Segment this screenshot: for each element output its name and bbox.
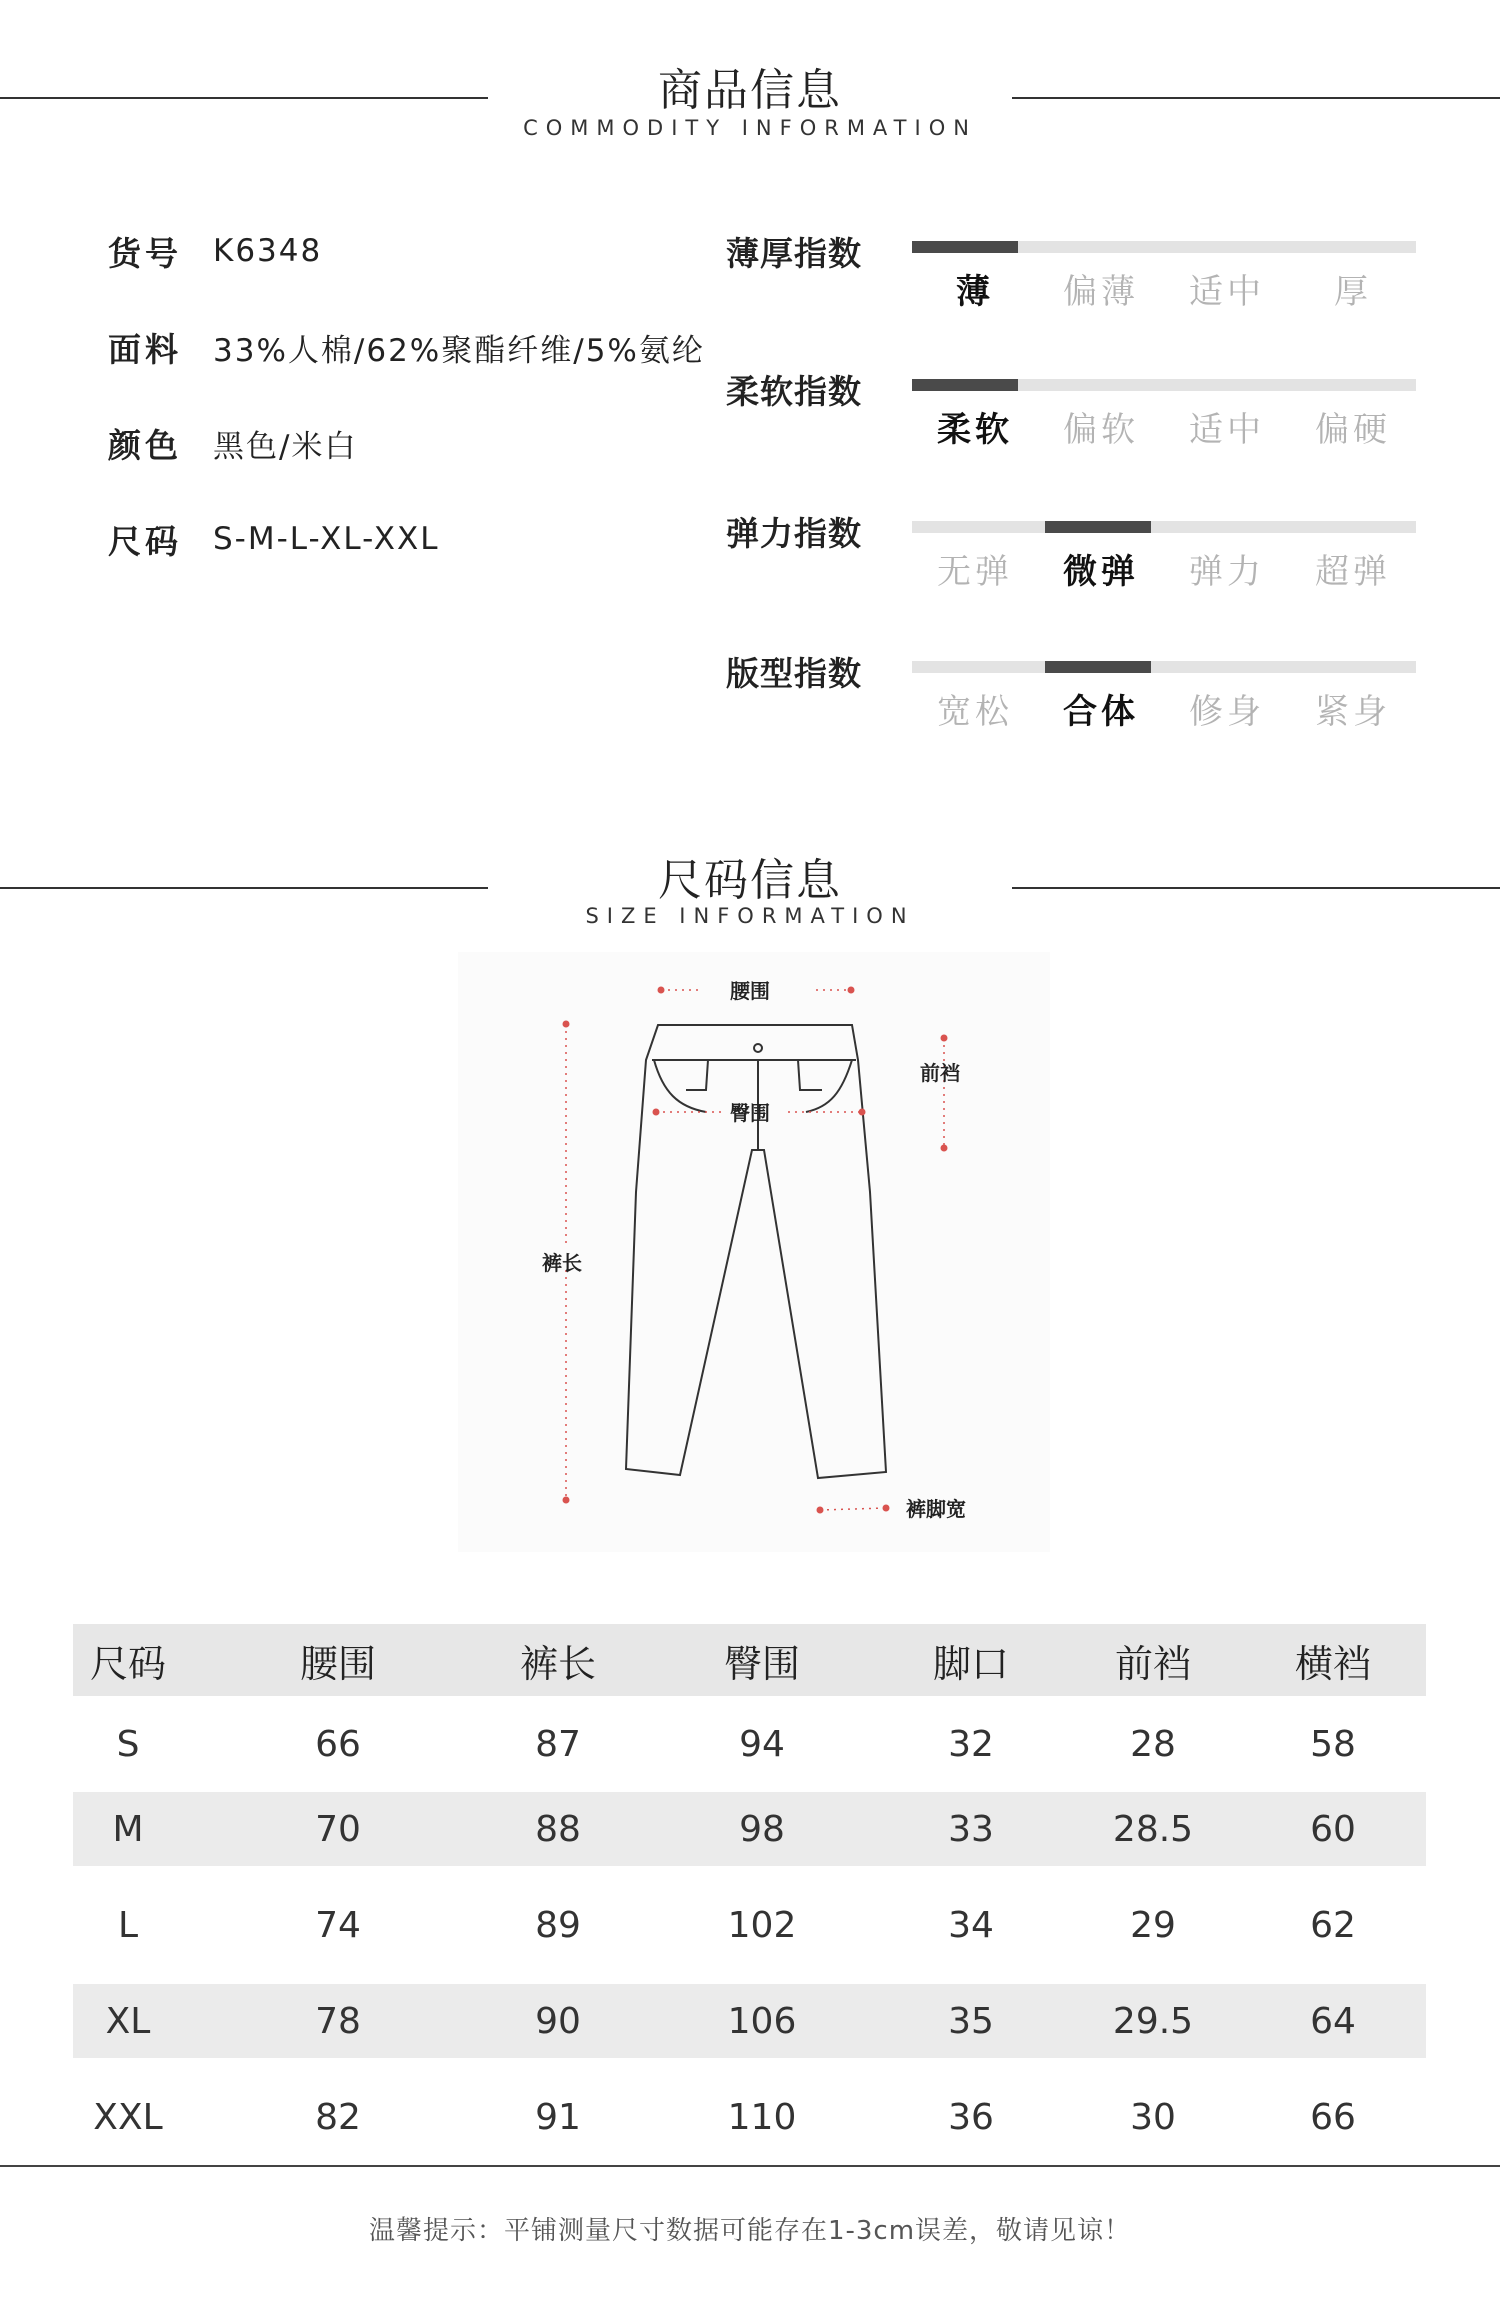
table-cell: 74 xyxy=(315,1904,361,1946)
front-rise-measure-line xyxy=(941,1035,948,1152)
size-table xyxy=(73,1624,1426,2154)
table-cell: 28.5 xyxy=(1112,1808,1194,1850)
table-cell: 88 xyxy=(535,1808,581,1850)
table-row xyxy=(73,1888,1426,1962)
index-options xyxy=(912,684,1416,734)
index-option: 无弹 xyxy=(937,552,1013,592)
index-indicator xyxy=(912,241,1018,253)
size-subtitle: SIZE INFORMATION xyxy=(585,904,915,928)
waist-label: 腰围 xyxy=(730,979,770,1003)
table-cell: XL xyxy=(105,2000,151,2042)
table-cell: 28 xyxy=(1130,1723,1176,1765)
spec-value: 33%人棉/62%聚酯纤维/5%氨纶 xyxy=(213,332,705,369)
index-track xyxy=(912,379,1416,391)
table-row xyxy=(73,1792,1426,1866)
table-cell: 70 xyxy=(315,1808,361,1850)
table-cell: 66 xyxy=(315,1723,361,1765)
index-option: 厚 xyxy=(1334,272,1372,312)
table-cell: 32 xyxy=(948,1723,994,1765)
index-option: 薄 xyxy=(956,272,994,312)
index-option: 偏薄 xyxy=(1063,272,1139,312)
table-cell: 36 xyxy=(948,2096,994,2138)
index-options xyxy=(912,544,1416,594)
table-bottom-rule xyxy=(0,2165,1500,2167)
index-option: 偏硬 xyxy=(1315,410,1391,450)
table-row xyxy=(73,1984,1426,2058)
size-section-header xyxy=(0,840,1500,950)
index-title: 薄厚指数 xyxy=(726,234,862,273)
spec-row-size xyxy=(108,514,440,564)
table-cell: 94 xyxy=(739,1723,785,1765)
softness-index xyxy=(726,366,1416,496)
table-cell: 29 xyxy=(1130,1904,1176,1946)
pants-measurement-diagram xyxy=(458,952,1050,1552)
index-option: 偏软 xyxy=(1063,410,1139,450)
table-cell: 87 xyxy=(535,1723,581,1765)
leg-opening-measure-line xyxy=(817,1505,890,1514)
index-track xyxy=(912,241,1416,253)
spec-row-item-number xyxy=(108,226,322,276)
table-cell: 60 xyxy=(1310,1808,1356,1850)
table-cell: 98 xyxy=(739,1808,785,1850)
index-track xyxy=(912,661,1416,673)
table-header-row xyxy=(73,1624,1426,1696)
index-title: 弹力指数 xyxy=(726,514,862,553)
pants-diagram-svg xyxy=(458,952,1050,1552)
table-cell: 64 xyxy=(1310,2000,1356,2042)
index-option: 紧身 xyxy=(1315,692,1391,732)
index-option: 修身 xyxy=(1189,692,1265,732)
table-cell: 66 xyxy=(1310,2096,1356,2138)
table-cell: 58 xyxy=(1310,1723,1356,1765)
table-header-cell: 前裆 xyxy=(1114,1641,1191,1686)
index-option: 适中 xyxy=(1189,410,1265,450)
measurement-note: 温馨提示：平铺测量尺寸数据可能存在1-3cm误差，敬请见谅！ xyxy=(368,2216,1132,2246)
table-cell: S xyxy=(116,1723,140,1765)
index-track xyxy=(912,521,1416,533)
table-cell: 29.5 xyxy=(1112,2000,1194,2042)
table-cell: 30 xyxy=(1130,2096,1176,2138)
fit-index xyxy=(726,648,1416,778)
index-title: 柔软指数 xyxy=(726,372,862,411)
table-cell: 102 xyxy=(727,1904,797,1946)
elasticity-index xyxy=(726,508,1416,638)
spec-label: 货号 xyxy=(108,233,182,273)
table-header-cell: 臀围 xyxy=(723,1641,800,1686)
commodity-subtitle: COMMODITY INFORMATION xyxy=(523,116,977,140)
table-cell: 82 xyxy=(315,2096,361,2138)
size-title: 尺码信息 xyxy=(658,855,842,906)
table-cell: L xyxy=(117,1904,139,1946)
index-option: 宽松 xyxy=(937,692,1013,732)
index-indicator xyxy=(912,379,1018,391)
spec-row-fabric xyxy=(108,322,705,372)
table-cell: 34 xyxy=(948,1904,994,1946)
table-cell: 106 xyxy=(727,2000,797,2042)
table-cell: 110 xyxy=(727,2096,797,2138)
index-options xyxy=(912,264,1416,314)
leg-opening-label: 裤脚宽 xyxy=(906,1497,966,1521)
table-cell: 90 xyxy=(535,2000,581,2042)
spec-value: S-M-L-XL-XXL xyxy=(213,521,440,557)
spec-row-color xyxy=(108,418,357,468)
index-indicator xyxy=(1045,661,1151,673)
table-cell: 91 xyxy=(535,2096,581,2138)
index-option: 合体 xyxy=(1063,692,1139,732)
spec-label: 颜色 xyxy=(108,425,182,465)
spec-value: K6348 xyxy=(213,233,323,269)
table-header-cell: 腰围 xyxy=(299,1641,376,1686)
table-cell: 33 xyxy=(948,1808,994,1850)
table-header-cell: 横裆 xyxy=(1294,1641,1371,1686)
index-options xyxy=(912,402,1416,452)
table-row xyxy=(73,1696,1426,1792)
index-option: 柔软 xyxy=(937,410,1013,450)
index-indicator xyxy=(1045,521,1151,533)
length-label: 裤长 xyxy=(542,1251,582,1275)
table-cell: XXL xyxy=(93,2096,163,2138)
table-header-cell: 尺码 xyxy=(89,1641,166,1686)
table-cell: 89 xyxy=(535,1904,581,1946)
thickness-index xyxy=(726,228,1416,358)
commodity-title: 商品信息 xyxy=(658,65,842,116)
table-cell: 78 xyxy=(315,2000,361,2042)
table-header-cell: 裤长 xyxy=(519,1641,596,1686)
spec-label: 面料 xyxy=(108,329,182,369)
pants-outline xyxy=(626,1025,886,1478)
table-row xyxy=(73,2080,1426,2154)
spec-label: 尺码 xyxy=(108,521,182,561)
front-rise-label: 前裆 xyxy=(920,1061,960,1085)
index-option: 弹力 xyxy=(1189,552,1265,592)
table-cell: 35 xyxy=(948,2000,994,2042)
index-option: 适中 xyxy=(1189,272,1265,312)
table-header-cell: 脚口 xyxy=(932,1641,1009,1686)
spec-value: 黑色/米白 xyxy=(213,428,358,465)
table-cell: M xyxy=(112,1808,144,1850)
commodity-section-header xyxy=(0,50,1500,160)
hip-label: 臀围 xyxy=(730,1101,770,1125)
index-option: 超弹 xyxy=(1315,552,1391,592)
table-cell: 62 xyxy=(1310,1904,1356,1946)
index-option: 微弹 xyxy=(1063,552,1139,592)
index-title: 版型指数 xyxy=(726,654,862,693)
